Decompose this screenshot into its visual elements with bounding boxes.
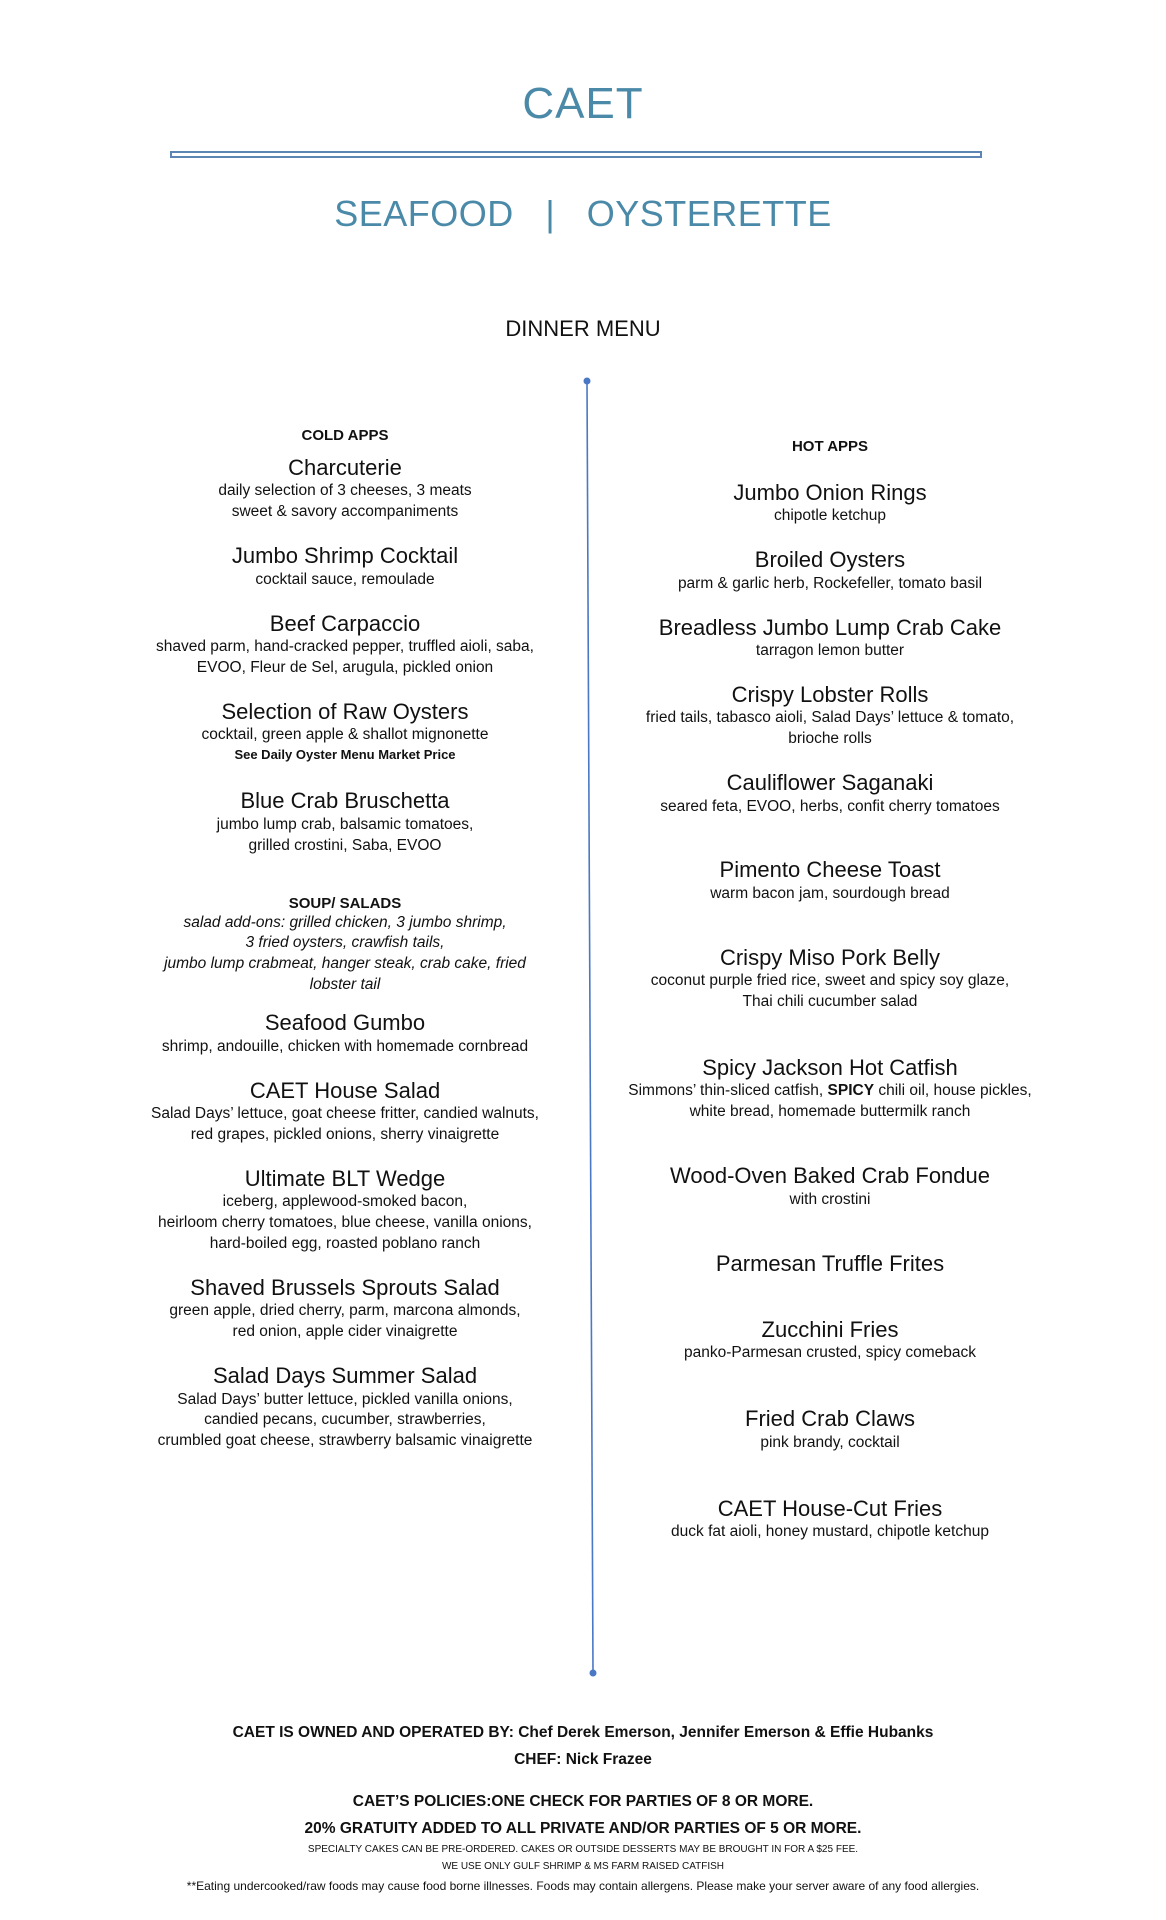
item-description: cocktail, green apple & shallot mignonette — [201, 726, 489, 744]
item-description: shaved parm, hand-cracked pepper, truffled aioli, saba, EVOO, Fleur de Sel, arugula, pickled onion — [156, 637, 534, 676]
item-description: shrimp, andouille, chicken with homemade cornbread — [161, 1037, 529, 1055]
item-name: Jumbo Shrimp Cocktail — [231, 543, 459, 569]
item-description: fried tails, tabasco aioli, Salad Days’ lettuce & tomato, brioche rolls — [645, 709, 1015, 748]
menu-item-crab-fondue — [620, 1163, 1040, 1210]
policy-line-2: 20% GRATUITY ADDED TO ALL PRIVATE AND/OR PARTIES OF 5 OR MORE. — [304, 1820, 862, 1837]
header-rule — [170, 151, 982, 158]
item-description: with crostini — [789, 1190, 871, 1208]
item-name: Zucchini Fries — [761, 1316, 899, 1342]
policy-line-1: CAET’S POLICIES:ONE CHECK FOR PARTIES OF 8 OR MORE. — [352, 1793, 814, 1810]
item-name: Selection of Raw Oysters — [221, 698, 469, 724]
item-description: green apple, dried cherry, parm, marcona almonds, red onion, apple cider vinaigrette — [169, 1302, 521, 1341]
column-divider — [582, 376, 598, 1678]
menu-item-caet-house-salad — [140, 1078, 550, 1146]
item-description: parm & garlic herb, Rockefeller, tomato basil — [677, 574, 983, 592]
desc-text: chili oil, house pickles, white bread, homemade buttermilk ranch — [689, 1082, 1032, 1121]
item-description: warm bacon jam, sourdough bread — [710, 884, 950, 902]
menu-item-charcuterie — [140, 455, 550, 523]
item-description: daily selection of 3 cheeses, 3 meats sweet & savory accompaniments — [218, 482, 472, 521]
item-name: Seafood Gumbo — [264, 1010, 426, 1036]
item-name: Broiled Oysters — [754, 547, 906, 573]
subtitle-oysterette: OYSTERETTE — [586, 193, 832, 234]
menu-item-cauliflower-saganaki — [620, 770, 1040, 817]
menu-item-fried-crab-claws — [620, 1406, 1040, 1453]
menu-item-jumbo-shrimp-cocktail — [140, 543, 550, 590]
cakes-policy: SPECIALTY CAKES CAN BE PRE-ORDERED. CAKES OR OUTSIDE DESSERTS MAY BE BROUGHT IN FOR A $25 FEE. — [307, 1844, 859, 1855]
owners-line: CAET IS OWNED AND OPERATED BY: Chef Derek Emerson, Jennifer Emerson & Effie Hubanks — [232, 1724, 934, 1741]
item-description: cocktail sauce, remoulade — [255, 570, 435, 588]
salad-addons: salad add-ons: grilled chicken, 3 jumbo shrimp, 3 fried oysters, crawfish tails, jumbo lump crabmeat, hanger steak, crab cake, fried lobster tail — [164, 913, 526, 994]
item-name: Crispy Lobster Rolls — [731, 681, 929, 707]
section-heading-soup-salads: SOUP/ SALADS — [288, 894, 402, 912]
item-name: Breadless Jumbo Lump Crab Cake — [658, 614, 1002, 640]
item-name: Salad Days Summer Salad — [212, 1363, 478, 1389]
menu-item-truffle-frites — [620, 1251, 1040, 1277]
spicy-label: SPICY — [827, 1082, 875, 1100]
item-name: Wood-Oven Baked Crab Fondue — [670, 1163, 990, 1189]
subtitle-seafood: SEAFOOD — [334, 193, 514, 234]
item-name: Spicy Jackson Hot Catfish — [702, 1055, 958, 1081]
desc-text: Simmons’ thin-sliced catfish, — [628, 1082, 828, 1100]
item-name: Parmesan Truffle Frites — [715, 1250, 945, 1276]
restaurant-title: CAET — [522, 79, 644, 128]
item-description: tarragon lemon butter — [755, 642, 905, 660]
item-name: Shaved Brussels Sprouts Salad — [190, 1274, 500, 1300]
menu-item-seafood-gumbo — [140, 1010, 550, 1057]
item-note: See Daily Oyster Menu Market Price — [234, 747, 456, 763]
section-heading-hot-apps: HOT APPS — [791, 438, 869, 455]
item-name: Jumbo Onion Rings — [733, 480, 927, 505]
sourcing-note: WE USE ONLY GULF SHRIMP & MS FARM RAISED CATFISH — [441, 1861, 725, 1872]
allergy-warning: **Eating undercooked/raw foods may cause food borne illnesses. Foods may contain allergens. Please make your server aware of any food allergies. — [186, 1879, 980, 1893]
menu-item-lobster-rolls — [620, 682, 1040, 750]
section-heading-cold-apps: COLD APPS — [301, 427, 389, 444]
item-description: Salad Days’ lettuce, goat cheese fritter, candied walnuts, red grapes, pickled onions, sherry vinaigrette — [150, 1104, 539, 1143]
menu-item-miso-pork-belly — [620, 945, 1040, 1013]
item-name: Ultimate BLT Wedge — [244, 1165, 446, 1191]
menu-item-summer-salad — [140, 1363, 550, 1452]
menu-item-pimento-cheese-toast — [620, 857, 1040, 904]
menu-item-blt-wedge — [140, 1166, 550, 1255]
item-description: jumbo lump crab, balsamic tomatoes, grilled crostini, Saba, EVOO — [216, 815, 474, 854]
item-description: duck fat aioli, honey mustard, chipotle ketchup — [671, 1522, 989, 1540]
item-name: Crispy Miso Pork Belly — [719, 944, 941, 970]
item-description: pink brandy, cocktail — [760, 1433, 900, 1451]
menu-item-crab-cake — [620, 615, 1040, 662]
item-description: Salad Days’ butter lettuce, pickled vanilla onions, candied pecans, cucumber, strawberries, crumbled goat cheese, strawberry balsamic vinaigrette — [157, 1390, 533, 1450]
left-column — [140, 427, 550, 1452]
item-name: Pimento Cheese Toast — [719, 857, 941, 883]
menu-item-brussels-sprouts-salad — [140, 1275, 550, 1343]
item-name: Charcuterie — [288, 455, 402, 480]
menu-title: DINNER MENU — [505, 316, 661, 341]
item-description: panko-Parmesan crusted, spicy comeback — [683, 1344, 977, 1362]
menu-item-house-cut-fries — [620, 1496, 1040, 1543]
item-description: chipotle ketchup — [773, 507, 887, 525]
item-description: seared feta, EVOO, herbs, confit cherry tomatoes — [660, 797, 1000, 815]
menu-item-raw-oysters — [140, 699, 550, 765]
menu-item-hot-catfish — [620, 1055, 1040, 1123]
item-name: CAET House-Cut Fries — [717, 1495, 943, 1521]
item-description: coconut purple fried rice, sweet and spicy soy glaze, Thai chili cucumber salad — [650, 972, 1010, 1011]
chef-line: CHEF: Nick Frazee — [514, 1751, 652, 1768]
item-name: Cauliflower Saganaki — [726, 770, 934, 796]
item-name: Blue Crab Bruschetta — [240, 788, 450, 814]
right-column — [620, 438, 1040, 1543]
item-description: iceberg, applewood-smoked bacon, heirloom cherry tomatoes, blue cheese, vanilla onions, hard-boiled egg, roasted poblano ranch — [158, 1193, 532, 1252]
item-description — [620, 1081, 1040, 1123]
menu-item-zucchini-fries — [620, 1317, 1040, 1364]
menu-item-broiled-oysters — [620, 547, 1040, 594]
menu-item-onion-rings — [620, 480, 1040, 527]
item-name: CAET House Salad — [249, 1077, 441, 1103]
item-name: Fried Crab Claws — [745, 1406, 915, 1432]
menu-item-beef-carpaccio — [140, 611, 550, 679]
restaurant-subtitle — [0, 193, 1166, 234]
item-name: Beef Carpaccio — [269, 610, 421, 636]
subtitle-separator: | — [545, 193, 556, 234]
menu-item-blue-crab-bruschetta — [140, 788, 550, 856]
